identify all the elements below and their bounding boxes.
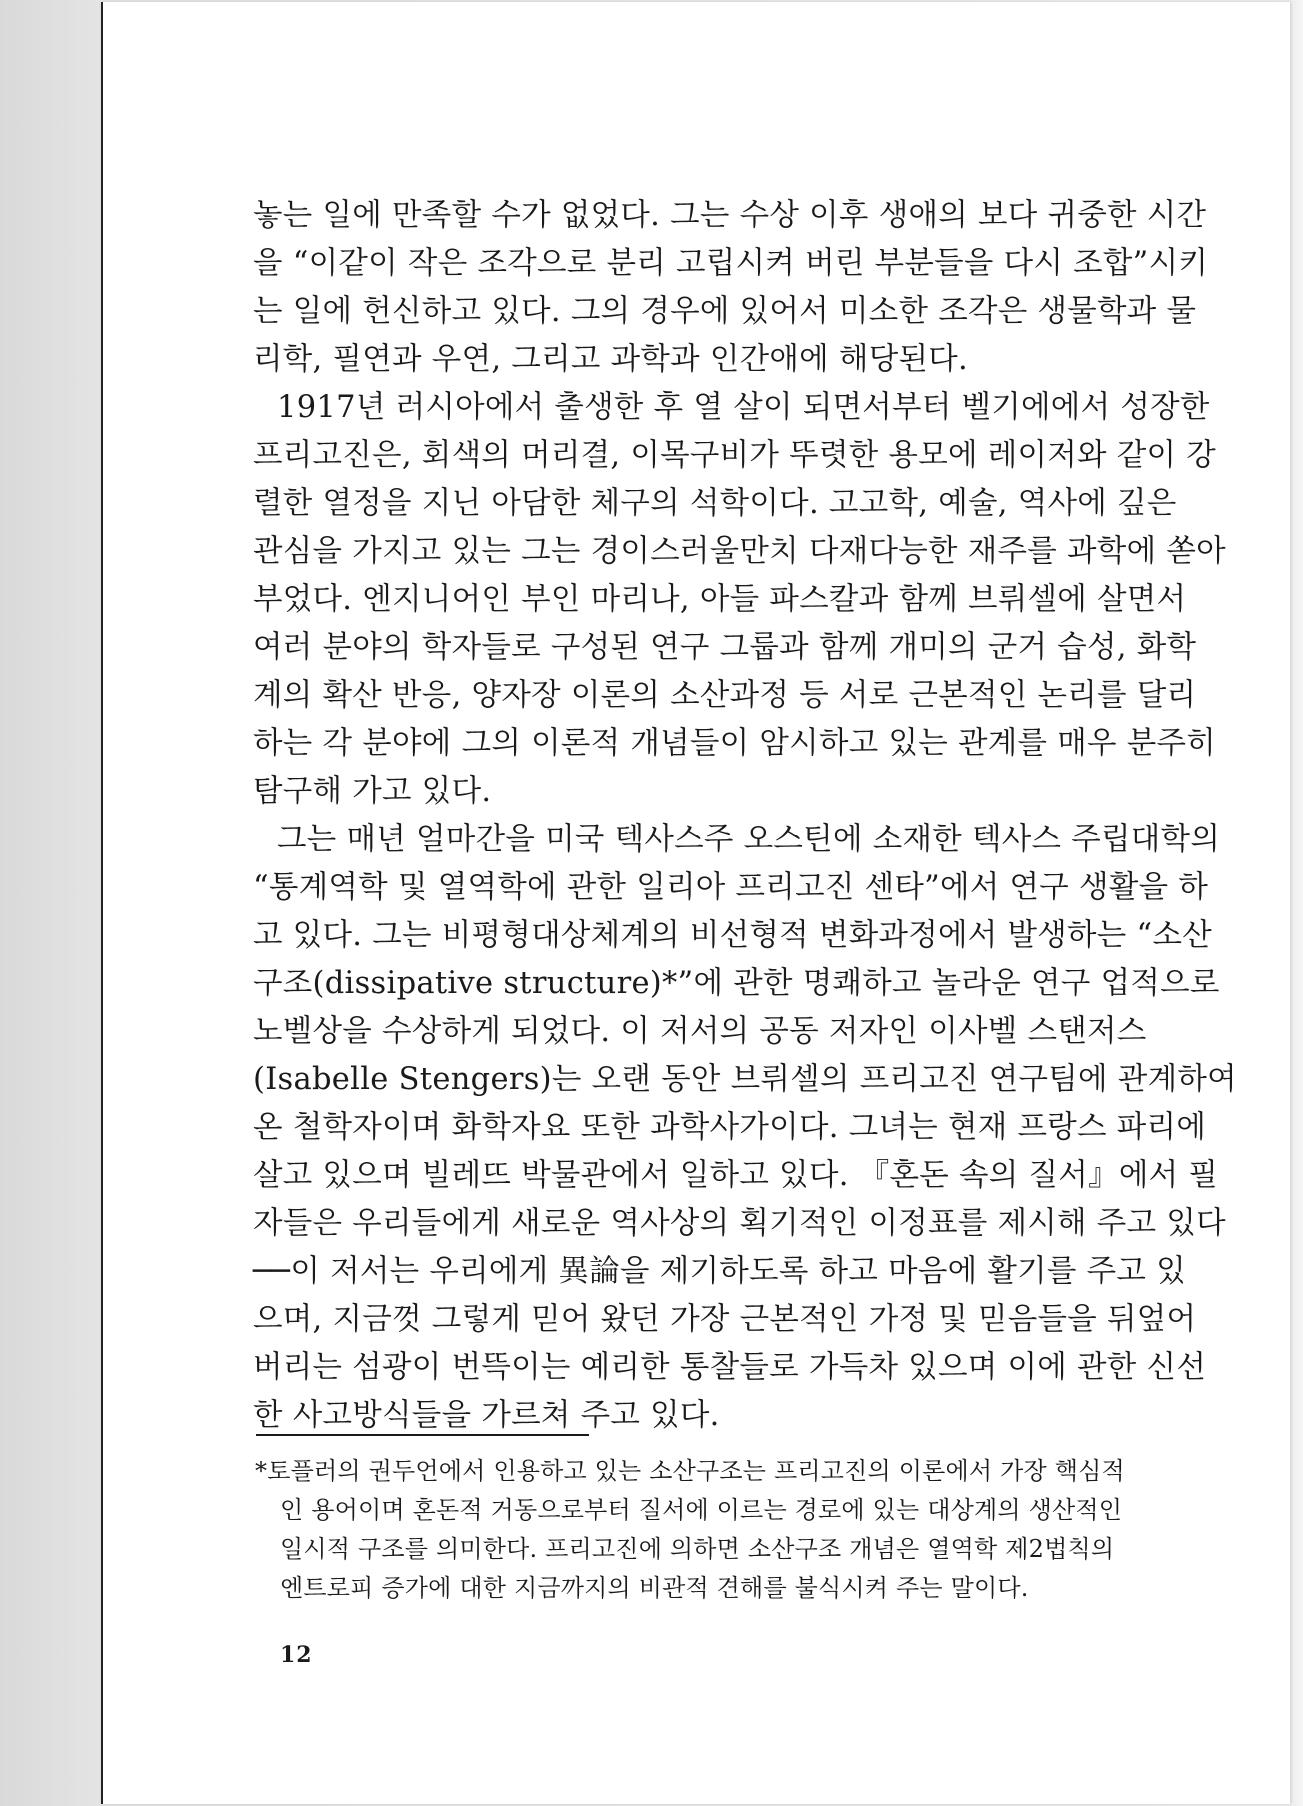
body-line: ──이 저서는 우리에게 異論을 제기하도록 하고 마음에 활기를 주고 있 [253, 1254, 1186, 1289]
body-line: (Isabelle Stengers)는 오랜 동안 브뤼셀의 프리고진 연구팀에 관계하여 [253, 1062, 1237, 1097]
body-line: 렬한 열정을 지닌 아담한 체구의 석학이다. 고고학, 예술, 역사에 깊은 [253, 486, 1177, 521]
body-line: 놓는 일에 만족할 수가 없었다. 그는 수상 이후 생애의 보다 귀중한 시간 [253, 198, 1207, 233]
footnote-line: 일시적 구조를 의미한다. 프리고진에 의하면 소산구조 개념은 열역학 제2법칙의 [280, 1535, 1115, 1563]
body-line: 프리고진은, 회색의 머리결, 이목구비가 뚜렷한 용모에 레이저와 같이 강 [253, 438, 1217, 473]
body-line: 리학, 필연과 우연, 그리고 과학과 인간애에 해당된다. [253, 342, 968, 377]
body-line: “통계역학 및 열역학에 관한 일리아 프리고진 센타”에서 연구 생활을 하 [253, 870, 1209, 905]
footnote-line: *토플러의 권두언에서 인용하고 있는 소산구조는 프리고진의 이론에서 가장 핵심적 [255, 1457, 1125, 1485]
body-line: 계의 확산 반응, 양자장 이론의 소산과정 등 서로 근본적인 논리를 달리 [253, 678, 1197, 713]
page-number: 12 [280, 1642, 313, 1668]
body-line: 부었다. 엔지니어인 부인 마리나, 아들 파스칼과 함께 브뤼셀에 살면서 [253, 582, 1187, 617]
footnote-line: 인 용어이며 혼돈적 거동으로부터 질서에 이르는 경로에 있는 대상계의 생산적인 [280, 1496, 1123, 1524]
body-line: 온 철학자이며 화학자요 또한 과학사가이다. 그녀는 현재 프랑스 파리에 [253, 1110, 1207, 1145]
body-line: 을 “이같이 작은 조각으로 분리 고립시켜 버린 부분들을 다시 조합”시키 [253, 246, 1209, 281]
body-line: 그는 매년 얼마간을 미국 텍사스주 오스틴에 소재한 텍사스 주립대학의 [277, 822, 1221, 857]
body-line: 하는 각 분야에 그의 이론적 개념들이 암시하고 있는 관계를 매우 분주히 [253, 726, 1217, 761]
body-line: 살고 있으며 빌레뜨 박물관에서 일하고 있다. 『혼돈 속의 질서』에서 필 [253, 1158, 1219, 1193]
body-line: 자들은 우리들에게 새로운 역사상의 획기적인 이정표를 제시해 주고 있다 [253, 1206, 1226, 1241]
body-line: 1917년 러시아에서 출생한 후 열 살이 되면서부터 벨기에에서 성장한 [277, 390, 1210, 425]
body-line: 여러 분야의 학자들로 구성된 연구 그룹과 함께 개미의 군거 습성, 화학 [253, 630, 1197, 665]
footnote-divider [256, 1434, 589, 1436]
body-line: 버리는 섬광이 번뜩이는 예리한 통찰들로 가득차 있으며 이에 관한 신선 [253, 1350, 1207, 1385]
body-line: 한 사고방식들을 가르쳐 주고 있다. [253, 1398, 720, 1433]
body-line: 관심을 가지고 있는 그는 경이스러울만치 다재다능한 재주를 과학에 쏟아 [253, 534, 1226, 569]
body-line: 노벨상을 수상하게 되었다. 이 저서의 공동 저자인 이사벨 스탠저스 [253, 1014, 1147, 1049]
body-line: 구조(dissipative structure)*”에 관한 명쾌하고 놀라운 연구 업적으로 [253, 966, 1220, 1001]
body-line: 고 있다. 그는 비평형대상체계의 비선형적 변화과정에서 발생하는 “소산 [253, 918, 1212, 953]
body-line: 는 일에 헌신하고 있다. 그의 경우에 있어서 미소한 조각은 생물학과 물 [253, 294, 1197, 329]
body-line: 탐구해 가고 있다. [253, 774, 492, 809]
book-page [101, 2, 1290, 1804]
footnote-line: 엔트로피 증가에 대한 지금까지의 비관적 견해를 불식시켜 주는 말이다. [280, 1574, 1029, 1602]
body-line: 으며, 지금껏 그렇게 믿어 왔던 가장 근본적인 가정 및 믿음들을 뒤엎어 [253, 1302, 1197, 1337]
